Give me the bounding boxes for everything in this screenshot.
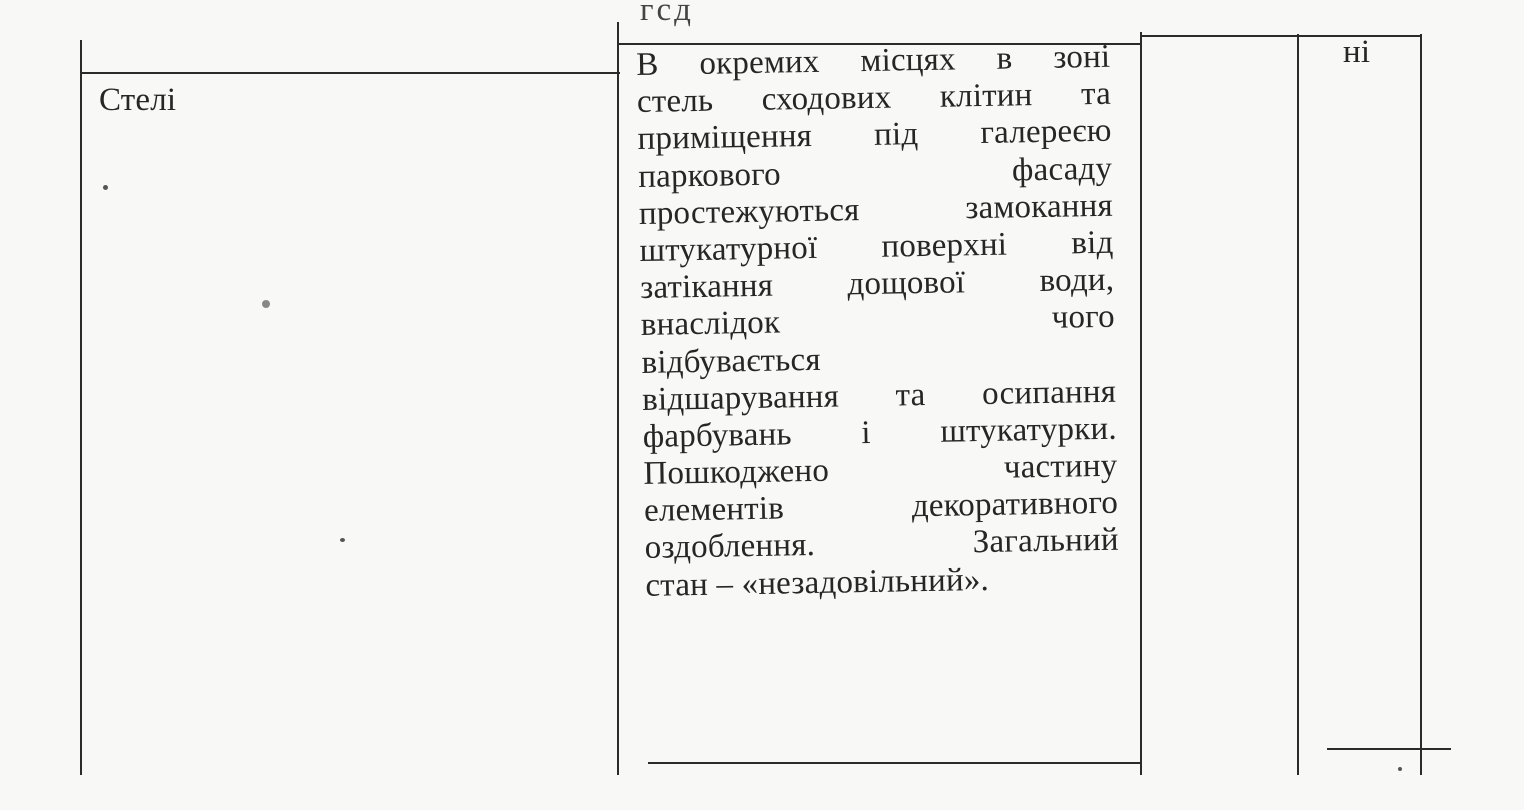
table-border-right — [1420, 34, 1422, 775]
table-border-col3-right — [1297, 34, 1299, 775]
table-row-bottom-border-col2 — [648, 762, 1142, 764]
table-row-top-border-col3 — [1140, 35, 1422, 37]
scan-speck — [262, 300, 270, 308]
description-cell — [636, 39, 1120, 605]
table-row-top-border — [80, 72, 620, 74]
table-border-col2-left — [617, 22, 619, 775]
scan-speck — [340, 538, 345, 542]
table-row-bottom-border-col4 — [1327, 748, 1451, 750]
description-line: стель сходових клітин та — [636, 75, 1112, 121]
description-line: відшарування та осипання — [641, 373, 1117, 418]
scan-speck — [103, 185, 108, 190]
description-line: оздоблення. Загальний — [644, 522, 1119, 567]
scan-speck — [1398, 767, 1402, 771]
description-line: В окремих місцях в зоні — [636, 38, 1111, 83]
clipped-previous-row-text: гсд — [640, 0, 694, 28]
row-label: Стелі — [99, 82, 177, 118]
table-border-col2-right — [1140, 32, 1142, 775]
right-column-value: ні — [1343, 34, 1371, 70]
description-line: простежуються замокання — [638, 187, 1114, 232]
description-line: відбувається — [641, 341, 822, 381]
description-line: приміщення під галереєю — [637, 113, 1112, 158]
description-line: стан – «незадовільний». — [645, 561, 990, 604]
description-line: елементів декоративного — [643, 484, 1119, 530]
table-border-left — [80, 40, 82, 775]
description-line: штукатурної поверхні від — [639, 224, 1114, 269]
description-line: паркового фасаду — [637, 150, 1113, 195]
description-line: затікання дощової води, — [639, 261, 1115, 307]
description-line: фарбувань і штукатурки. — [642, 410, 1118, 455]
description-line: Пошкоджено частину — [643, 447, 1118, 492]
description-line: внаслідок чого — [640, 299, 1116, 344]
